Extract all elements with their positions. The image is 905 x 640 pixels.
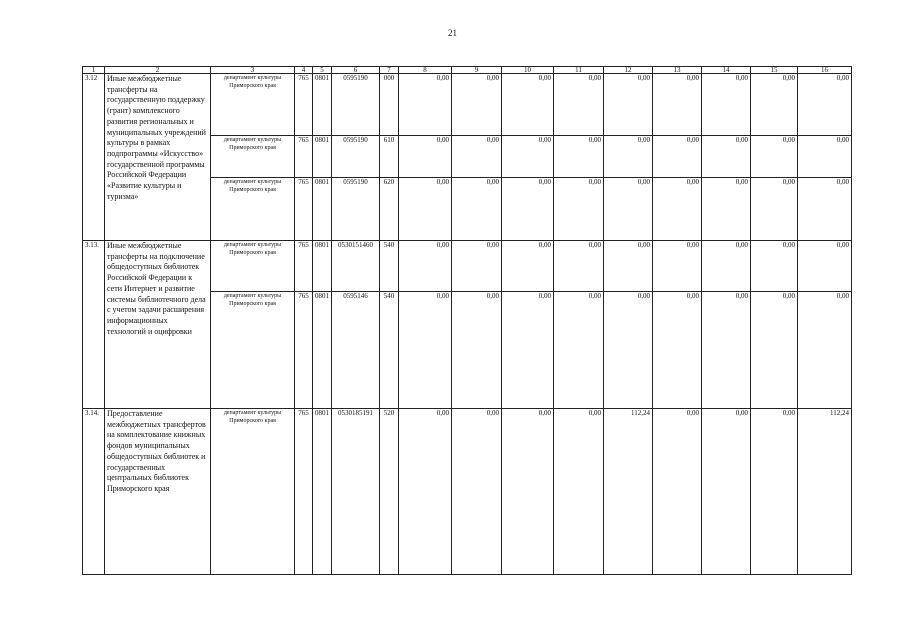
code-cell: 0530185191 bbox=[332, 409, 380, 575]
code-cell: 520 bbox=[380, 409, 399, 575]
code-cell: 0530151460 bbox=[332, 241, 380, 292]
column-number: 10 bbox=[502, 67, 554, 74]
value-cell: 0,00 bbox=[554, 74, 604, 136]
value-cell: 0,00 bbox=[798, 74, 852, 136]
value-cell: 0,00 bbox=[604, 178, 653, 241]
column-number: 12 bbox=[604, 67, 653, 74]
value-cell: 0,00 bbox=[702, 292, 751, 409]
value-cell: 0,00 bbox=[452, 74, 502, 136]
code-cell: 765 bbox=[295, 292, 313, 409]
value-cell: 0,00 bbox=[604, 136, 653, 178]
value-cell: 0,00 bbox=[798, 241, 852, 292]
item-number: 3.12 bbox=[83, 74, 105, 241]
value-cell: 0,00 bbox=[452, 409, 502, 575]
value-cell: 0,00 bbox=[399, 136, 452, 178]
code-cell: 765 bbox=[295, 241, 313, 292]
value-cell: 0,00 bbox=[798, 136, 852, 178]
value-cell: 0,00 bbox=[653, 241, 702, 292]
item-name: Иные межбюджетные трансферты на государственную поддержку (грант) комплексного развития региональных и муниципальных учреждений культуры в рамках подпрограммы «Искусство» государственной программы Российской Федерации «Развитие культуры и туризма» bbox=[105, 74, 211, 241]
value-cell: 0,00 bbox=[751, 292, 798, 409]
value-cell: 0,00 bbox=[399, 292, 452, 409]
value-cell: 112,24 bbox=[798, 409, 852, 575]
column-number-row bbox=[83, 67, 852, 74]
column-number: 15 bbox=[751, 67, 798, 74]
code-cell: 000 bbox=[380, 74, 399, 136]
code-cell: 620 bbox=[380, 178, 399, 241]
value-cell: 0,00 bbox=[653, 292, 702, 409]
table-row bbox=[83, 241, 852, 292]
department-cell: департамент культуры Приморского края bbox=[211, 74, 295, 136]
value-cell: 0,00 bbox=[502, 292, 554, 409]
value-cell: 0,00 bbox=[502, 74, 554, 136]
value-cell: 0,00 bbox=[798, 292, 852, 409]
code-cell: 765 bbox=[295, 136, 313, 178]
code-cell: 0801 bbox=[313, 136, 332, 178]
code-cell: 765 bbox=[295, 178, 313, 241]
value-cell: 0,00 bbox=[502, 136, 554, 178]
code-cell: 0595146 bbox=[332, 292, 380, 409]
code-cell: 0801 bbox=[313, 74, 332, 136]
column-number: 4 bbox=[295, 67, 313, 74]
code-cell: 0595190 bbox=[332, 178, 380, 241]
value-cell: 0,00 bbox=[751, 241, 798, 292]
column-number: 5 bbox=[313, 67, 332, 74]
value-cell: 0,00 bbox=[604, 74, 653, 136]
budget-table bbox=[82, 66, 852, 575]
column-number: 16 bbox=[798, 67, 852, 74]
table-row bbox=[83, 409, 852, 575]
value-cell: 0,00 bbox=[702, 241, 751, 292]
value-cell: 0,00 bbox=[604, 292, 653, 409]
value-cell: 0,00 bbox=[502, 241, 554, 292]
value-cell: 0,00 bbox=[702, 136, 751, 178]
value-cell: 0,00 bbox=[399, 409, 452, 575]
value-cell: 112,24 bbox=[604, 409, 653, 575]
column-number: 6 bbox=[332, 67, 380, 74]
column-number: 13 bbox=[653, 67, 702, 74]
code-cell: 765 bbox=[295, 409, 313, 575]
value-cell: 0,00 bbox=[702, 178, 751, 241]
value-cell: 0,00 bbox=[604, 241, 653, 292]
value-cell: 0,00 bbox=[554, 178, 604, 241]
code-cell: 0801 bbox=[313, 178, 332, 241]
value-cell: 0,00 bbox=[653, 74, 702, 136]
department-cell: департамент культуры Приморского края bbox=[211, 178, 295, 241]
value-cell: 0,00 bbox=[554, 241, 604, 292]
value-cell: 0,00 bbox=[751, 178, 798, 241]
column-number: 9 bbox=[452, 67, 502, 74]
table-row bbox=[83, 74, 852, 136]
value-cell: 0,00 bbox=[653, 409, 702, 575]
department-cell: департамент культуры Приморского края bbox=[211, 136, 295, 178]
column-number: 8 bbox=[399, 67, 452, 74]
item-name: Предоставление межбюджетных трансфертов на комплектование книжных фондов муниципальных общедоступных библиотек и государственных центральных библиотек Приморского края bbox=[105, 409, 211, 575]
value-cell: 0,00 bbox=[452, 292, 502, 409]
value-cell: 0,00 bbox=[452, 241, 502, 292]
value-cell: 0,00 bbox=[452, 136, 502, 178]
value-cell: 0,00 bbox=[653, 178, 702, 241]
department-cell: департамент культуры Приморского края bbox=[211, 292, 295, 409]
column-number: 14 bbox=[702, 67, 751, 74]
value-cell: 0,00 bbox=[702, 74, 751, 136]
item-number: 3.14. bbox=[83, 409, 105, 575]
column-number: 11 bbox=[554, 67, 604, 74]
item-name: Иные межбюджетные трансферты на подключение общедоступных библиотек Российской Федерации к сети Интернет и развитие системы библиотечного дела с учетом задачи расширения информационных технологий и оцифровки bbox=[105, 241, 211, 409]
column-number: 3 bbox=[211, 67, 295, 74]
code-cell: 0595190 bbox=[332, 136, 380, 178]
item-number: 3.13. bbox=[83, 241, 105, 409]
column-number: 2 bbox=[105, 67, 211, 74]
code-cell: 0801 bbox=[313, 241, 332, 292]
value-cell: 0,00 bbox=[751, 136, 798, 178]
code-cell: 765 bbox=[295, 74, 313, 136]
value-cell: 0,00 bbox=[554, 292, 604, 409]
department-cell: департамент культуры Приморского края bbox=[211, 409, 295, 575]
value-cell: 0,00 bbox=[554, 136, 604, 178]
value-cell: 0,00 bbox=[502, 409, 554, 575]
value-cell: 0,00 bbox=[399, 74, 452, 136]
code-cell: 0595190 bbox=[332, 74, 380, 136]
value-cell: 0,00 bbox=[554, 409, 604, 575]
department-cell: департамент культуры Приморского края bbox=[211, 241, 295, 292]
column-number: 1 bbox=[83, 67, 105, 74]
value-cell: 0,00 bbox=[702, 409, 751, 575]
value-cell: 0,00 bbox=[502, 178, 554, 241]
page-number: 21 bbox=[448, 28, 457, 38]
value-cell: 0,00 bbox=[751, 74, 798, 136]
code-cell: 540 bbox=[380, 292, 399, 409]
code-cell: 0801 bbox=[313, 292, 332, 409]
code-cell: 0801 bbox=[313, 409, 332, 575]
value-cell: 0,00 bbox=[798, 178, 852, 241]
value-cell: 0,00 bbox=[399, 178, 452, 241]
column-number: 7 bbox=[380, 67, 399, 74]
value-cell: 0,00 bbox=[653, 136, 702, 178]
code-cell: 610 bbox=[380, 136, 399, 178]
value-cell: 0,00 bbox=[399, 241, 452, 292]
value-cell: 0,00 bbox=[751, 409, 798, 575]
value-cell: 0,00 bbox=[452, 178, 502, 241]
code-cell: 540 bbox=[380, 241, 399, 292]
